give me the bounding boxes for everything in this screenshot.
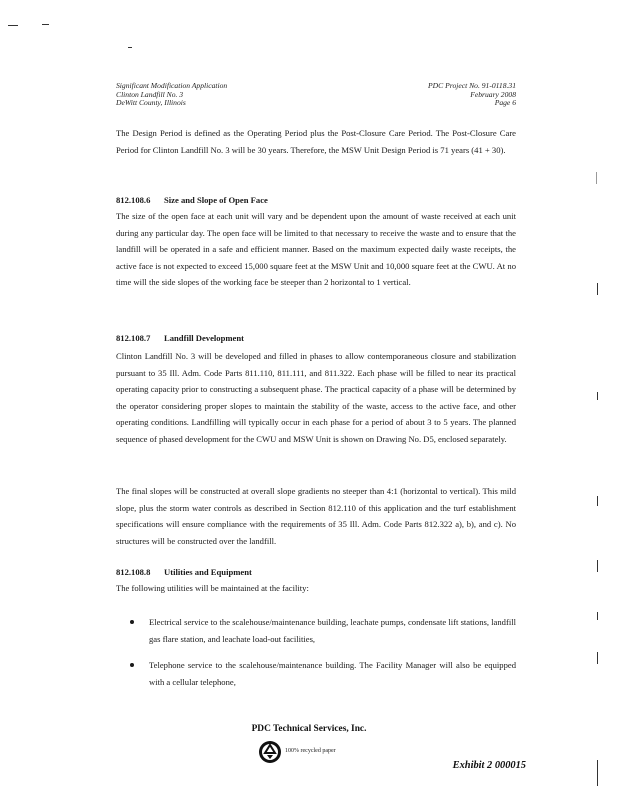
recycle-logo-icon: [258, 740, 282, 764]
footer-company-name: PDC Technical Services, Inc.: [251, 724, 367, 734]
scan-mark: [8, 25, 18, 26]
bullet-dot-icon: [130, 620, 134, 624]
section-title: Utilities and Equipment: [164, 567, 252, 577]
paragraph-landfill-development: Clinton Landfill No. 3 will be developed and filled in phases to allow contemporaneous closure and stabilization pursuant to 35 Ill. Adm. Code Parts 811.110, 811.111, and 811.322. Each phase will be filled to near its practical operating capacity prior to constructing a subsequent phase. The practical capacity of a phase will be determined by the operator considering proper slopes to maintain the stability of the waste, access to the active face, and other operating conditions. Landfilling will typically occur in each phase for a period of about 3 to 5 years. The planned sequence of phased development for the CWU and MSW Unit is shown on Drawing No. D5, enclosed separately.: [116, 351, 516, 444]
scan-mark: [42, 24, 49, 25]
page-header-left: [116, 82, 227, 108]
section-number: 812.108.6: [116, 195, 151, 205]
scan-mark: [597, 612, 598, 620]
scan-mark: [597, 283, 598, 295]
header-facility-name: Clinton Landfill No. 3: [116, 89, 184, 99]
section-heading-812-108-7: [116, 332, 244, 344]
scan-mark: [596, 172, 597, 184]
paragraph-final-slopes: The final slopes will be constructed at overall slope gradients no steeper than 4:1 (horizontal to vertical). This mild slope, plus the storm water controls as described in Section 812.110 of this application and the turf establishment specifications will ensure compliance with the requirements of 35 Ill. Adm. Code Parts 812.322 a), b), and c). No structures will be constructed over the landfill.: [116, 486, 516, 546]
section-number: 812.108.7: [116, 333, 151, 343]
header-project-number: PDC Project No. 91-0118.31: [428, 81, 516, 90]
section-heading-812-108-8: [116, 566, 252, 578]
page-header-right: [428, 82, 516, 108]
bullet-dot-icon: [130, 663, 134, 667]
paragraph-open-face: The size of the open face at each unit will vary and be dependent upon the amount of waste received at each unit during any particular day. The open face will be limited to that necessary to receive the waste and to ensure that the landfill will be operated in a safe and efficient manner. Based on the maximum expected daily waste receipts, the active face is not expected to exceed 15,000 square feet at the MSW Unit and 10,000 square feet at the CWU. At no time will the side slopes of the working face be steeper than 2 horizontal to 1 vertical.: [116, 211, 516, 287]
header-document-title: Significant Modification Application: [116, 81, 228, 90]
paragraph-utilities-intro: The following utilities will be maintained at the facility:: [116, 583, 309, 593]
scan-mark: [128, 47, 132, 48]
recycled-paper-note: 100% recycled paper: [285, 748, 336, 754]
scan-mark: [597, 392, 598, 400]
exhibit-number: Exhibit 2 000015: [452, 760, 526, 771]
scan-mark: [597, 760, 598, 786]
intro-paragraph: The Design Period is defined as the Operating Period plus the Post-Closure Care Period. The Post-Closure Care Period for Clinton Landfill No. 3 will be 30 years. Therefore, the MSW Unit Design Period is 71 years (41 + 30).: [116, 128, 516, 155]
list-item-text: Telephone service to the scalehouse/maintenance building. The Facility Manager will also be equipped with a cellular telephone,: [149, 660, 516, 687]
scan-mark: [597, 652, 598, 664]
list-item-text: Electrical service to the scalehouse/maintenance building, leachate pumps, condensate lift stations, landfill gas flare station, and leachate load-out facilities,: [149, 617, 516, 644]
header-page-number: Page 6: [494, 98, 516, 108]
scan-mark: [597, 560, 598, 572]
section-title: Landfill Development: [164, 333, 244, 343]
scan-mark: [597, 496, 598, 506]
section-title: Size and Slope of Open Face: [164, 195, 268, 205]
section-heading-812-108-6: [116, 194, 268, 206]
section-number: 812.108.8: [116, 567, 151, 577]
header-date: February 2008: [470, 89, 516, 99]
header-county: DeWitt County, Illinois: [116, 98, 186, 108]
